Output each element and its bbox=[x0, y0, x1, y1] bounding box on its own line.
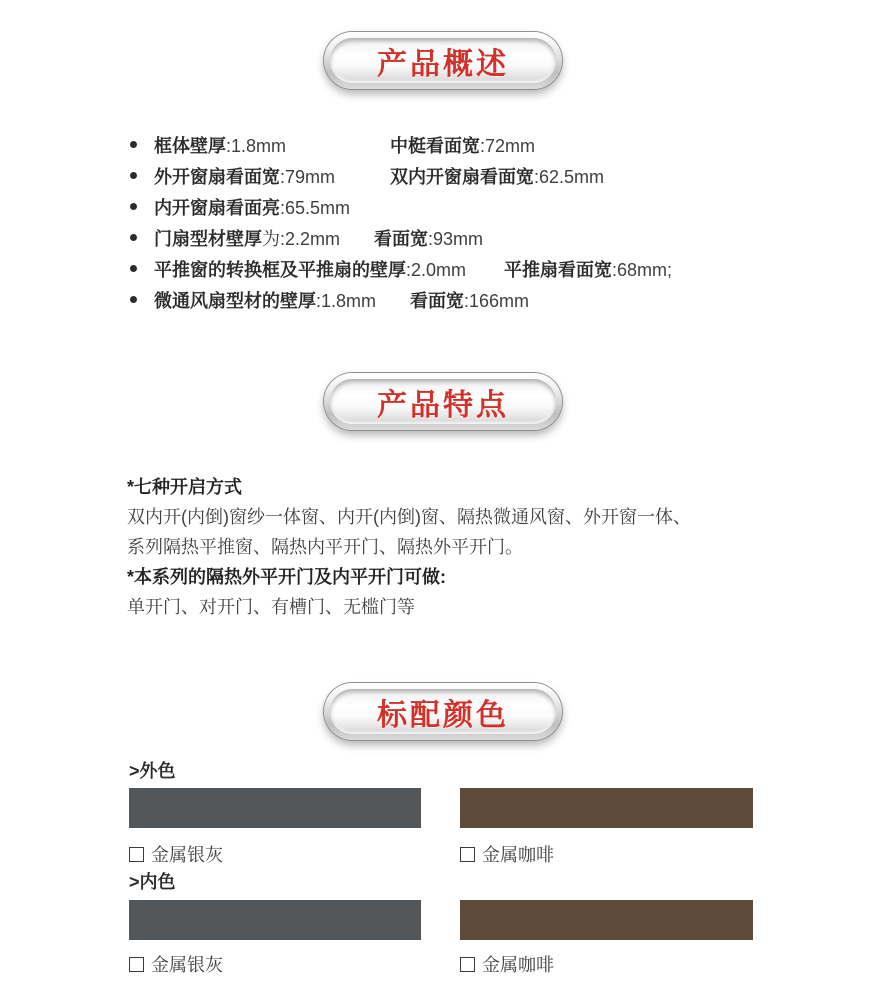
spec-value: :72mm bbox=[480, 135, 536, 156]
swatch-name-coffee: 金属咖啡 bbox=[482, 845, 554, 865]
colors-title: 标配颜色 bbox=[377, 698, 509, 732]
interior-swatch-labels bbox=[129, 951, 753, 975]
features-line: 单开门、对开门、有槽门、无槛门等 bbox=[127, 597, 415, 617]
bullet-icon bbox=[130, 296, 137, 303]
features-heading-doors: *本系列的隔热外平开门及内平开门可做: bbox=[127, 567, 446, 587]
features-text bbox=[127, 472, 691, 622]
colors-section bbox=[129, 761, 753, 975]
exterior-swatch-labels bbox=[129, 841, 753, 865]
exterior-swatch-row bbox=[129, 788, 753, 828]
exterior-color-label: >外色 bbox=[129, 761, 176, 781]
spec-label: 微通风扇型材的壁厚 bbox=[154, 290, 316, 311]
spec-label: 平推扇看面宽 bbox=[504, 259, 613, 280]
spec-value: :2.0mm bbox=[406, 259, 467, 280]
spec-label: 双内开窗扇看面宽 bbox=[390, 166, 534, 187]
spec-label: 门扇型材壁厚 bbox=[154, 228, 262, 249]
spec-row bbox=[130, 222, 672, 253]
bullet-icon bbox=[130, 265, 137, 272]
spec-value: :62.5mm bbox=[534, 166, 605, 187]
interior-swatch-row bbox=[129, 900, 753, 940]
features-heading-open-modes: *七种开启方式 bbox=[127, 477, 243, 497]
spec-label: 外开窗扇看面宽 bbox=[154, 166, 280, 187]
section-header-colors bbox=[324, 683, 562, 740]
overview-title: 产品概述 bbox=[377, 47, 509, 81]
spec-label: 中梃看面宽 bbox=[390, 135, 480, 156]
features-line: 双内开(内倒)窗纱一体窗、内开(内倒)窗、隔热微通风窗、外开窗一体、 bbox=[127, 507, 691, 527]
spec-value: :1.8mm bbox=[316, 290, 377, 311]
checkbox-icon bbox=[460, 847, 475, 862]
pill-inner bbox=[330, 379, 556, 424]
spec-value: :68mm; bbox=[612, 259, 673, 280]
bullet-icon bbox=[130, 234, 137, 241]
checkbox-icon bbox=[129, 957, 144, 972]
spec-value: :93mm bbox=[428, 228, 484, 249]
bullet-icon bbox=[130, 141, 137, 148]
checkbox-icon bbox=[460, 957, 475, 972]
bullet-icon bbox=[130, 172, 137, 179]
spec-row bbox=[130, 160, 672, 191]
checkbox-icon bbox=[129, 847, 144, 862]
spec-label: 框体壁厚 bbox=[154, 135, 226, 156]
spec-value: :79mm bbox=[280, 166, 336, 187]
spec-row bbox=[130, 284, 672, 315]
spec-label: 看面宽 bbox=[410, 290, 465, 311]
spec-value: :65.5mm bbox=[280, 197, 351, 218]
spec-value: :166mm bbox=[464, 290, 530, 311]
spec-label: 内开窗扇看面亮 bbox=[154, 197, 280, 218]
spec-label: 看面宽 bbox=[374, 228, 429, 249]
swatch-name-coffee: 金属咖啡 bbox=[482, 955, 554, 975]
spec-row bbox=[130, 129, 672, 160]
swatch-coffee-brown bbox=[460, 788, 753, 828]
spec-value: :1.8mm bbox=[226, 135, 287, 156]
bullet-icon bbox=[130, 203, 137, 210]
features-line: 系列隔热平推窗、隔热内平开门、隔热外平开门。 bbox=[127, 537, 523, 557]
section-header-overview bbox=[324, 32, 562, 89]
swatch-silver-gray bbox=[129, 788, 421, 828]
pill-inner bbox=[330, 689, 556, 734]
swatch-name-silver: 金属银灰 bbox=[151, 845, 223, 865]
interior-color-label: >内色 bbox=[129, 872, 176, 892]
spec-list bbox=[130, 129, 672, 315]
swatch-coffee-brown bbox=[460, 900, 753, 940]
features-title: 产品特点 bbox=[377, 388, 509, 422]
spec-row bbox=[130, 191, 672, 222]
spec-value: 为:2.2mm bbox=[262, 228, 341, 249]
section-header-features bbox=[324, 373, 562, 430]
spec-row bbox=[130, 253, 672, 284]
swatch-name-silver: 金属银灰 bbox=[151, 955, 223, 975]
pill-inner bbox=[330, 38, 556, 83]
swatch-silver-gray bbox=[129, 900, 421, 940]
spec-label: 平推窗的转换框及平推扇的壁厚 bbox=[154, 259, 406, 280]
